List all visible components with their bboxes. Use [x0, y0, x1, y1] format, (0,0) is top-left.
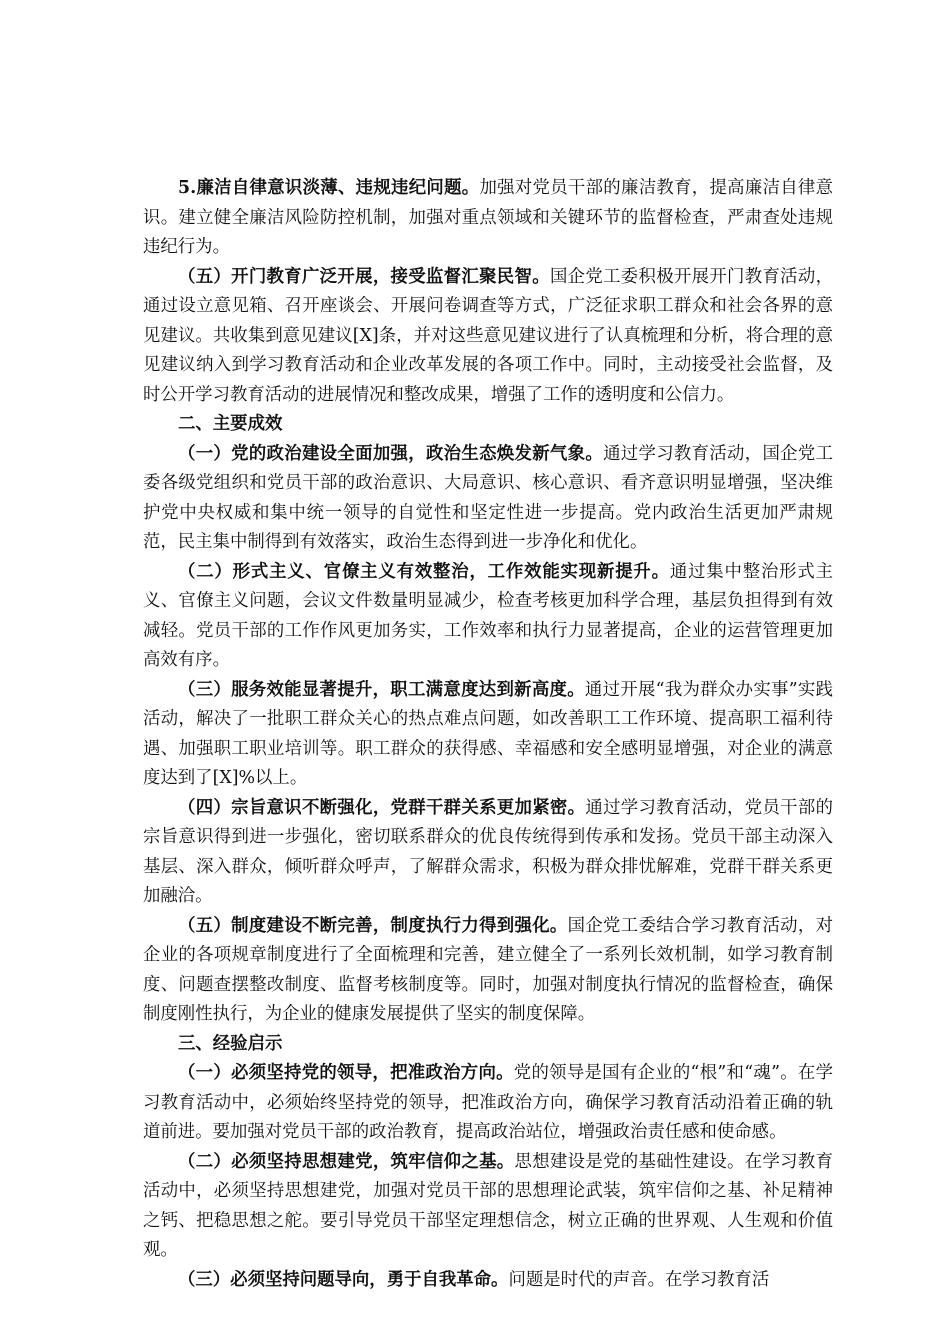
- paragraph-lead: （五）开门教育广泛开展，接受监督汇聚民智。: [178, 266, 550, 287]
- paragraph: [143, 1059, 833, 1148]
- paragraph-lead: （一）必须坚持党的领导，把准政治方向。: [178, 1063, 514, 1083]
- section-heading: [143, 410, 833, 440]
- paragraph: [143, 912, 833, 1030]
- section-heading: [143, 1030, 833, 1060]
- paragraph-body: 国企党工委结合学习教育活动，对企业的各项规章制度进行了全面梳理和完善，建立健全了一系列长效机制，如学习教育制度、问题查摆整改制度、监督考核制度等。同时，加强对制度执行情况的监督检查，确保制度刚性执行，为企业的健康发展提供了坚实的制度保障。: [143, 915, 833, 1024]
- paragraph-lead: （五）制度建设不断完善，制度执行力得到强化。: [178, 915, 568, 936]
- paragraph: [143, 676, 833, 794]
- document-body: [143, 174, 833, 1295]
- paragraph-lead: （二）必须坚持思想建党，筑牢信仰之基。: [178, 1151, 515, 1172]
- section-heading-text: 二、主要成效: [178, 414, 283, 434]
- paragraph: [143, 174, 833, 263]
- paragraph-body: 问题是时代的声音。在学习教育活: [508, 1269, 770, 1290]
- paragraph-lead: （二）形式主义、官僚主义有效整治，工作效能实现新提升。: [178, 561, 670, 582]
- paragraph-lead: （三）服务效能显著提升，职工满意度达到新高度。: [178, 679, 585, 700]
- paragraph-body: 党的领导是国有企业的“根”和“魂”。在学习教育活动中，必须始终坚持党的领导，把准政治方向，确保学习教育活动沿着正确的轨道前进。要加强对党员干部的政治教育，提高政治站位，增强政治责任感和使命感。: [143, 1063, 833, 1142]
- paragraph: [143, 1266, 833, 1296]
- paragraph: [143, 263, 833, 411]
- paragraph-body: 国企党工委积极开展开门教育活动，通过设立意见箱、召开座谈会、开展问卷调查等方式，广泛征求职工群众和社会各界的意见建议。共收集到意见建议[X]条，并对这些意见建议进行了认真梳理和分析，将合理的意见建议纳入到学习教育活动和企业改革发展的各项工作中。同时，主动接受社会监督，及时公开学习教育活动的进展情况和整改成果，增强了工作的透明度和公信力。: [143, 266, 833, 405]
- paragraph-lead: （一）党的政治建设全面加强，政治生态焕发新气象。: [178, 443, 604, 464]
- paragraph-body: 通过开展“我为群众办实事”实践活动，解决了一批职工群众关心的热点难点问题，如改善职工工作环境、提高职工福利待遇、加强职工职业培训等。职工群众的获得感、幸福感和安全感明显增强，对企业的满意度达到了[X]%以上。: [143, 679, 833, 788]
- paragraph-lead: （三）必须坚持问题导向，勇于自我革命。: [178, 1269, 509, 1290]
- paragraph-body: 通过学习教育活动，国企党工委各级党组织和党员干部的政治意识、大局意识、核心意识、看齐意识明显增强，坚决维护党中央权威和集中统一领导的自觉性和坚定性进一步提高。党内政治生活更加严肃规范，民主集中制得到有效落实，政治生态得到进一步净化和优化。: [143, 443, 833, 552]
- paragraph: [143, 794, 833, 912]
- paragraph-body: 思想建设是党的基础性建设。在学习教育活动中，必须坚持思想建党，加强对党员干部的思想理论武装，筑牢信仰之基、补足精神之钙、把稳思想之舵。要引导党员干部坚定理想信念，树立正确的世界观、人生观和价值观。: [143, 1151, 833, 1260]
- paragraph: [143, 558, 833, 676]
- paragraph-lead: 5.廉洁自律意识淡薄、违规违纪问题。: [178, 178, 480, 198]
- section-heading-text: 三、经验启示: [178, 1033, 283, 1054]
- paragraph-body: 通过集中整治形式主义、官僚主义问题，会议文件数量明显减少，检查考核更加科学合理，基层负担得到有效减轻。党员干部的工作作风更加务实，工作效率和执行力显著提高，企业的运营管理更加高效有序。: [143, 561, 833, 670]
- paragraph-body: 通过学习教育活动，党员干部的宗旨意识得到进一步强化，密切联系群众的优良传统得到传承和发扬。党员干部主动深入基层、深入群众，倾听群众呼声，了解群众需求，积极为群众排忧解难，党群干群关系更加融洽。: [143, 797, 833, 906]
- paragraph-lead: （四）宗旨意识不断强化，党群干群关系更加紧密。: [178, 797, 586, 818]
- paragraph: [143, 440, 833, 558]
- paragraph-body: 加强对党员干部的廉洁教育，提高廉洁自律意识。建立健全廉洁风险防控机制，加强对重点领域和关键环节的监督检查，严肃查处违规违纪行为。: [143, 178, 833, 257]
- paragraph: [143, 1148, 833, 1266]
